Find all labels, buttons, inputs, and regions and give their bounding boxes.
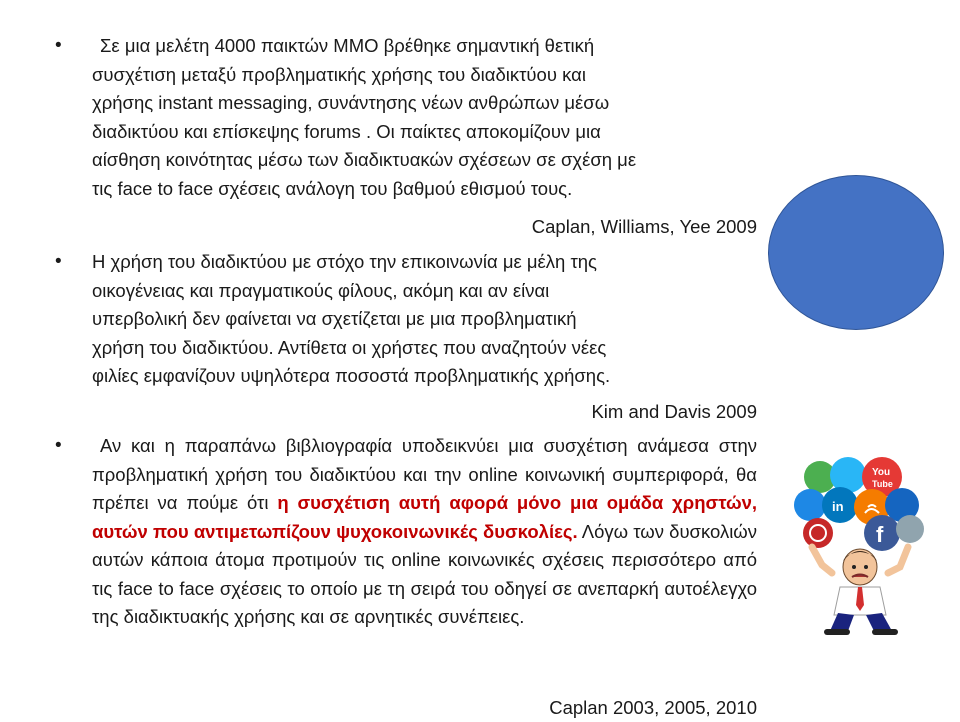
linkedin-logo-text: in <box>832 499 844 514</box>
paragraph-intro-text: Αν και η παραπάνω βιβλιογραφία υποδεικνύει μια συσχέτιση ανάμεσα στην προβληματική χρήση του διαδικτύου και την online κοινωνική συμπεριφορά, θα πρέπει να πούμε ότι <box>92 435 757 513</box>
text-line: φιλίες εμφανίζουν υψηλότερα ποσοστά προβληματικής χρήσης. <box>92 365 611 386</box>
text-line: αίσθηση κοινότητας μέσω των διαδικτυακών σχέσεων σε σχέση με <box>92 149 637 170</box>
text-line: τις face to face σχέσεις ανάλογη του βαθμού εθισμού τους. <box>92 177 573 199</box>
text-line: χρήση του διαδικτύου. Αντίθετα οι χρήστες που αναζητούν νέες <box>92 336 607 358</box>
citation-caplan-williams-yee: Caplan, Williams, Yee 2009 <box>531 216 757 237</box>
social-media-overload-illustration <box>790 455 930 635</box>
text-line: συσχέτιση μεταξύ προβληματικής χρήσης του διαδικτύου και <box>92 63 586 85</box>
text-line: χρήσης instant messaging, συνάντησης νέων ανθρώπων μέσω <box>92 92 610 113</box>
text-line: Η χρήση του διαδικτύου με στόχο την επικοινωνία με μέλη της <box>92 251 597 272</box>
highlighted-finding: η συσχέτιση αυτή αφορά μόνο μια ομάδα χρηστών, αυτών που αντιμετωπίζουν ψυχοκοινωνικές δυσκολίες. <box>92 492 758 542</box>
bullet-marker: • <box>55 251 62 272</box>
text-line: οικογένειας και πραγματικούς φίλους, ακόμη και αν είναι <box>92 279 550 301</box>
facebook-logo-text: f <box>876 522 884 547</box>
bullet-marker: • <box>55 35 62 56</box>
youtube-logo-text: Tube <box>872 479 893 489</box>
paragraph-communication-family <box>92 248 760 391</box>
bullet-marker: • <box>55 435 62 456</box>
text-line: υπερβολική δεν φαίνεται να σχετίζεται με μια προβληματική <box>92 308 577 329</box>
text-line: διαδικτύου και επίσκεψης forums . Οι παίκτες αποκομίζουν μια <box>92 120 601 142</box>
text-line: Σε μια μελέτη 4000 παικτών MMO βρέθηκε σημαντική θετική <box>100 35 595 56</box>
blue-circle-shape <box>768 175 944 330</box>
citation-kim-davis: Kim and Davis 2009 <box>591 401 757 422</box>
paragraph-mmo-study <box>92 32 760 203</box>
paragraph-outro-text: Λόγω των δυσκολιών αυτών κάποια άτομα προτιμούν τις online κοινωνικές σχέσεις περισσότερο από τις face to face σχέσεις το οποίο με τη σειρά του οδηγεί σε ανεπαρκή αυτοέλεγχο της διαδικτυακής χρήσης και σε αρνητικές συνέπειες. <box>92 520 757 627</box>
youtube-logo-text: You <box>872 467 891 478</box>
paragraph-psychosocial <box>92 432 757 632</box>
citation-caplan: Caplan 2003, 2005, 2010 <box>549 697 757 718</box>
